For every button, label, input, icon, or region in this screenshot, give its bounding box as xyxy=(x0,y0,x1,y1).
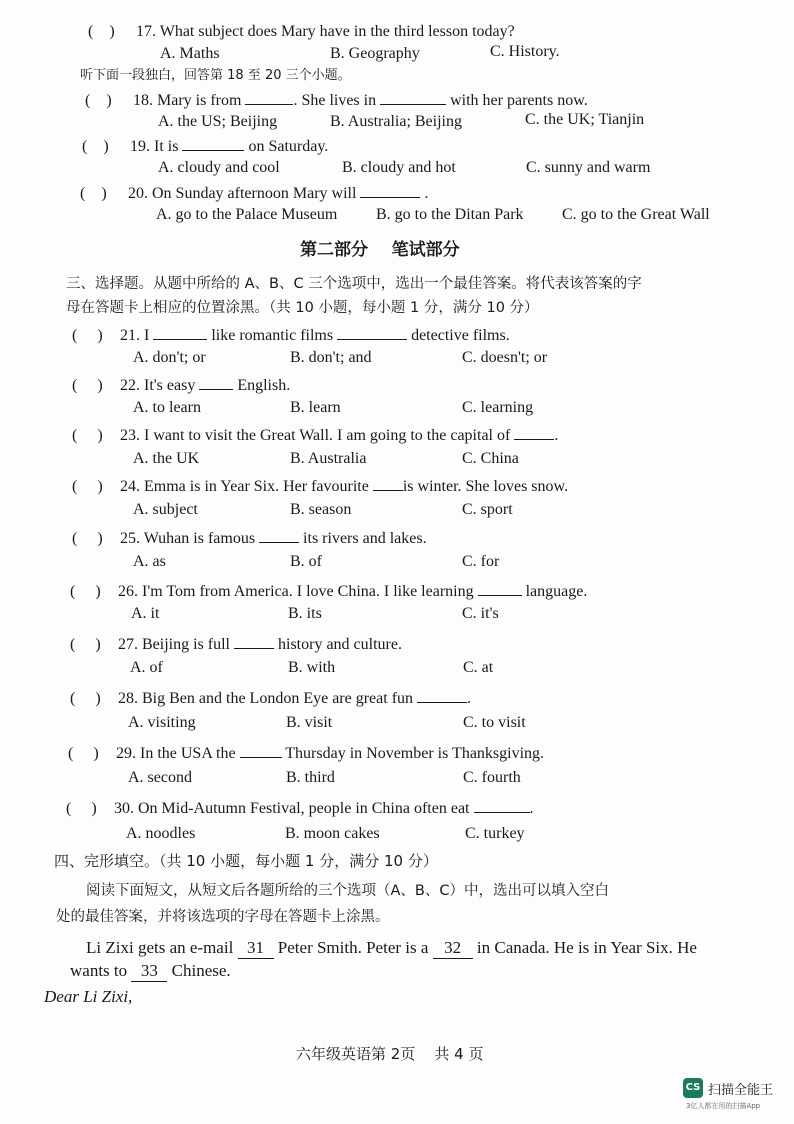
section4-heading: 四、完形填空。（共 10 小题，每小题 1 分，满分 10 分） xyxy=(54,852,438,870)
q23-option-c: C. China xyxy=(462,450,519,467)
q18-option-a: A. the US; Beijing xyxy=(158,113,278,130)
q23-option-a: A. the UK xyxy=(133,450,200,467)
answer-bracket: ( ) xyxy=(88,23,115,40)
q22-option-b: B. learn xyxy=(290,399,341,416)
q25-option-c: C. for xyxy=(462,553,500,570)
watermark-title: 扫描全能王 xyxy=(708,1083,774,1098)
q18-option-c: C. the UK; Tianjin xyxy=(525,111,645,128)
q30-option-b: B. moon cakes xyxy=(285,825,380,842)
q23-option-b: B. Australia xyxy=(290,450,367,467)
question-24: ( ) 24. Emma is in Year Six. Her favourite is winter. She loves snow. xyxy=(72,474,568,497)
question-28: ( ) 28. Big Ben and the London Eye are great fun . xyxy=(70,686,471,709)
blank-31: 31 xyxy=(238,938,274,959)
q28-option-a: A. visiting xyxy=(128,714,196,731)
listening-instruction: 听下面一段独白，回答第 18 至 20 三个小题。 xyxy=(80,68,351,83)
question-21: ( ) 21. I like romantic films detective films. xyxy=(72,323,510,346)
q27-option-b: B. with xyxy=(288,659,336,676)
q28-option-c: C. to visit xyxy=(463,714,526,731)
question-27: ( ) 27. Beijing is full history and culture. xyxy=(70,632,402,655)
q30-option-a: A. noodles xyxy=(126,825,196,842)
section4-instruction-line1: 阅读下面短文，从短文后各题所给的三个选项（A、B、C）中，选出可以填入空白 xyxy=(86,883,609,899)
q24-option-b: B. season xyxy=(290,501,352,518)
q17-option-a: A. Maths xyxy=(160,45,220,62)
q22-option-a: A. to learn xyxy=(133,399,201,416)
question-22: ( ) 22. It's easy English. xyxy=(72,373,290,396)
q27-option-a: A. of xyxy=(130,659,163,676)
q21-option-b: B. don't; and xyxy=(290,349,372,366)
question-23: ( ) 23. I want to visit the Great Wall. I am going to the capital of . xyxy=(72,423,558,446)
question-30: ( ) 30. On Mid-Autumn Festival, people in China often eat . xyxy=(66,796,534,819)
letter-salutation: Dear Li Zixi, xyxy=(44,987,133,1006)
question-26: ( ) 26. I'm Tom from America. I love China. I like learning language. xyxy=(70,579,587,602)
q29-option-a: A. second xyxy=(128,769,192,786)
q17-option-c: C. History. xyxy=(490,43,560,60)
blank-32: 32 xyxy=(433,938,473,959)
question-29: ( ) 29. In the USA the Thursday in November is Thanksgiving. xyxy=(68,741,544,764)
section-title: 第二部分 笔试部分 xyxy=(300,240,460,260)
q25-option-b: B. of xyxy=(290,553,322,570)
q25-option-a: A. as xyxy=(133,553,166,570)
q29-option-c: C. fourth xyxy=(463,769,521,786)
q19-option-a: A. cloudy and cool xyxy=(158,159,280,176)
section4-instruction-line2: 处的最佳答案，并将该选项的字母在答题卡上涂黑。 xyxy=(56,909,390,925)
q20-option-b: B. go to the Ditan Park xyxy=(376,206,524,223)
q24-option-c: C. sport xyxy=(462,501,513,518)
passage-line-2: wants to 33 Chinese. xyxy=(70,961,231,980)
q28-option-b: B. visit xyxy=(286,714,333,731)
question-20: ( ) 20. On Sunday afternoon Mary will . xyxy=(80,181,428,204)
q29-option-b: B. third xyxy=(286,769,335,786)
section3-heading-line1: 三、选择题。从题中所给的 A、B、C 三个选项中，选出一个最佳答案。将代表该答案的字 xyxy=(66,276,642,292)
q21-option-a: A. don't; or xyxy=(133,349,206,366)
question-25: ( ) 25. Wuhan is famous its rivers and lakes. xyxy=(72,526,427,549)
q24-option-a: A. subject xyxy=(133,501,198,518)
q20-option-a: A. go to the Palace Museum xyxy=(156,206,338,223)
section3-heading-line2: 母在答题卡上相应的位置涂黑。（共 10 小题，每小题 1 分，满分 10 分） xyxy=(66,300,539,316)
q26-option-c: C. it's xyxy=(462,605,499,622)
question-18: ( ) 18. Mary is from . She lives in with her parents now. xyxy=(85,88,588,111)
q26-option-b: B. its xyxy=(288,605,322,622)
q20-option-c: C. go to the Great Wall xyxy=(562,206,710,223)
camscanner-logo-icon: CS xyxy=(683,1078,703,1098)
question-17: ( ) 17. What subject does Mary have in the third lesson today? xyxy=(88,23,515,40)
passage-line-1: Li Zixi gets an e-mail 31 Peter Smith. Peter is a 32 in Canada. He is in Year Six. He xyxy=(86,938,697,957)
page-footer: 六年级英语第 2页 共 4 页 xyxy=(296,1045,484,1063)
q17-option-b: B. Geography xyxy=(330,45,420,62)
watermark-subtitle: 3亿人都在用的扫描App xyxy=(686,1102,761,1110)
q27-option-c: C. at xyxy=(463,659,494,676)
q18-option-b: B. Australia; Beijing xyxy=(330,113,462,130)
q22-option-c: C. learning xyxy=(462,399,534,416)
blank-33: 33 xyxy=(131,961,167,982)
q21-option-c: C. doesn't; or xyxy=(462,349,548,366)
q19-option-b: B. cloudy and hot xyxy=(342,159,456,176)
q19-option-c: C. sunny and warm xyxy=(526,159,651,176)
q26-option-a: A. it xyxy=(131,605,160,622)
q30-option-c: C. turkey xyxy=(465,825,525,842)
question-19: ( ) 19. It is on Saturday. xyxy=(82,134,328,157)
